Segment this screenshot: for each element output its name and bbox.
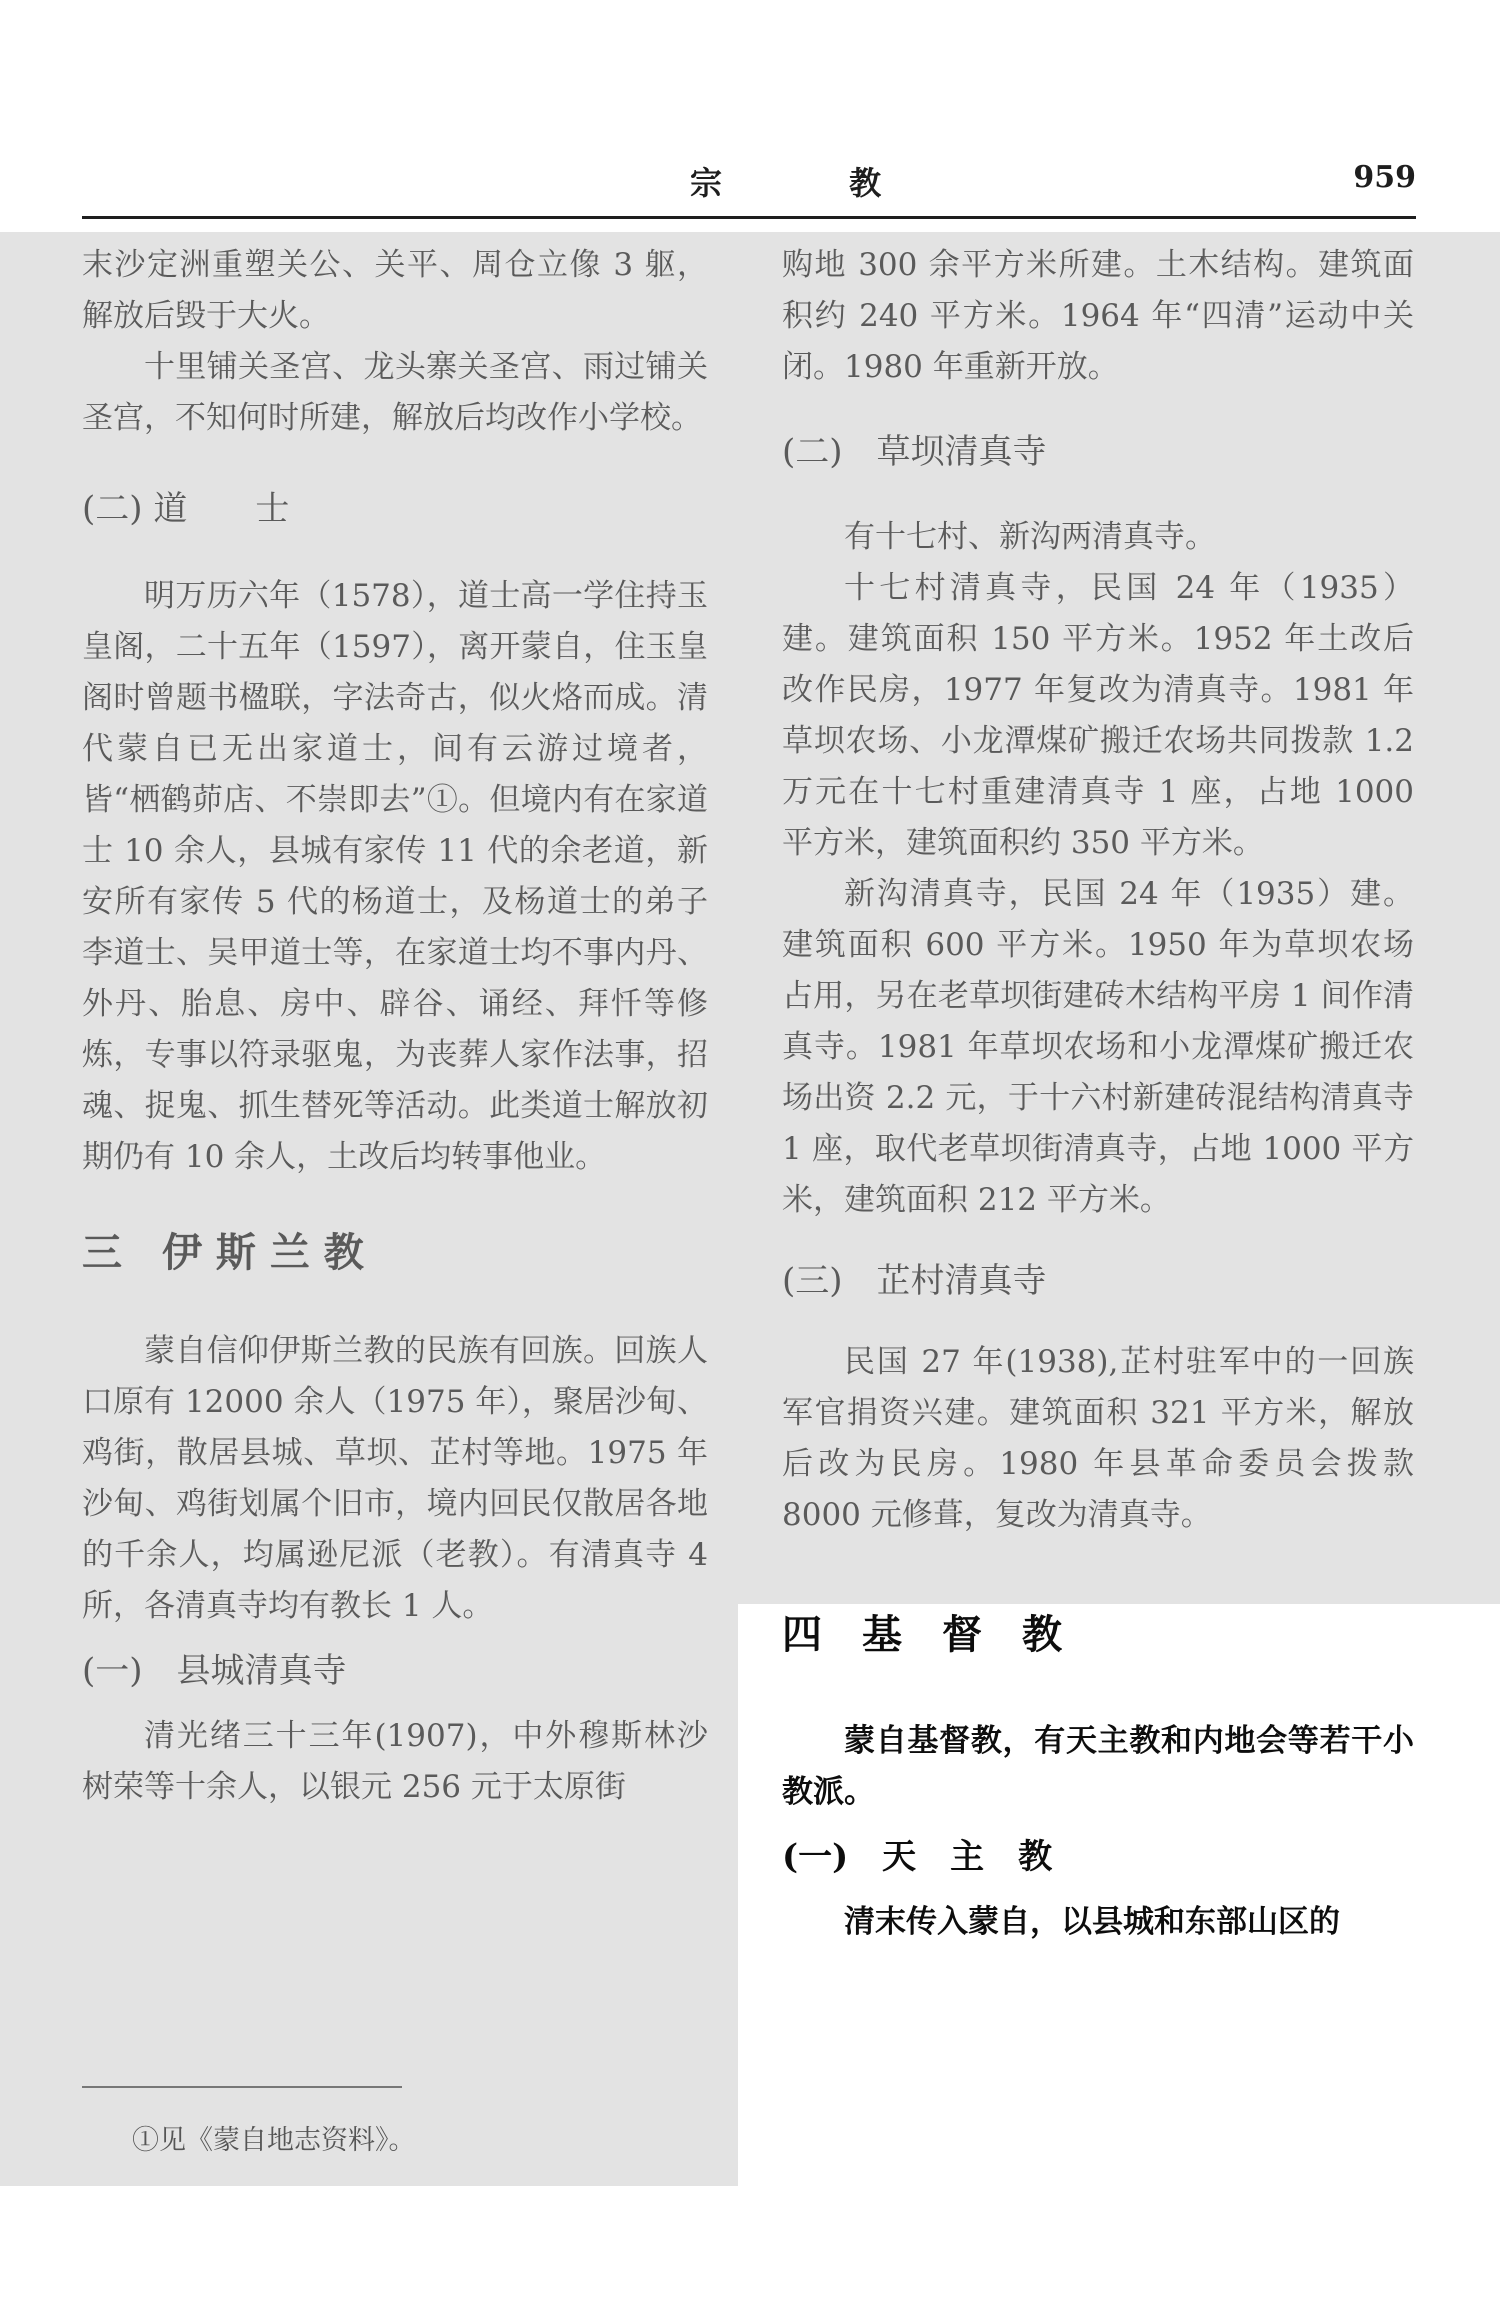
right-paragraph-1: 购地 300 余平方米所建。土木结构。建筑面积约 240 平方米。1964 年“四清”运动中关闭。1980 年重新开放。: [782, 247, 1414, 385]
running-header: [82, 158, 1416, 208]
left-paragraph-5: 清光绪三十三年(1907)，中外穆斯林沙树荣等十余人，以银元 256 元于太原街: [82, 1718, 708, 1805]
left-paragraph-3: 明万历六年（1578），道士高一学住持玉皇阁，二十五年（1597），离开蒙自，住玉皇阁时曾题书楹联，字法奇古，似火烙而成。清代蒙自已无出家道士，间有云游过境者，皆“栖鹤茆店、不崇即去”①。但境内有在家道士 10 余人，县城有家传 11 代的余老道，新安所有家传 5 代的杨道士，及杨道士的弟子李道士、吴甲道士等，在家道士均不事内丹、外丹、胎息、房中、辟谷、诵经、拜忏等修炼，专事以符录驱鬼，为丧葬人家作法事，招魂、捉鬼、抓生替死等活动。此类道士解放初期仍有 10 余人，土改后均转事他业。: [82, 578, 708, 1175]
section-heading-christianity: 四 基 督 教: [782, 1611, 1062, 1658]
header-title: 宗 教: [690, 164, 940, 202]
right-paragraph-3: 十七村清真寺，民国 24 年（1935）建。建筑面积 150 平方米。1952 年土改后改作民房，1977 年复改为清真寺。1981 年草坝农场、小龙潭煤矿搬迁农场共同拨款 1.2 万元在十七村重建清真寺 1 座，占地 1000 平方米，建筑面积约 350 平方米。: [782, 570, 1414, 861]
right-paragraph-6: 蒙自基督教，有天主教和内地会等若干小教派。: [782, 1723, 1414, 1810]
subheading-zhicun-mosque: (三) 芷村清真寺: [782, 1261, 1047, 1301]
left-paragraph-2: 十里铺关圣宫、龙头寨关圣宫、雨过铺关圣宫，不知何时所建，解放后均改作小学校。: [82, 349, 708, 436]
right-paragraph-4: 新沟清真寺，民国 24 年（1935）建。建筑面积 600 平方米。1950 年为草坝农场占用，另在老草坝街建砖木结构平房 1 间作清真寺。1981 年草坝农场和小龙潭煤矿搬迁农场出资 2.2 元，于十六村新建砖混结构清真寺 1 座，取代老草坝街清真寺，占地 1000 平方米，建筑面积 212 平方米。: [782, 876, 1414, 1218]
left-paragraph-4: 蒙自信仰伊斯兰教的民族有回族。回族人口原有 12000 余人（1975 年），聚居沙甸、鸡街，散居县城、草坝、芷村等地。1975 年沙甸、鸡街划属个旧市，境内回民仅散居各地的千余人，均属逊尼派（老教）。有清真寺 4 所，各清真寺均有教长 1 人。: [82, 1333, 708, 1624]
subheading-xiancheng-mosque: (一) 县城清真寺: [82, 1651, 347, 1691]
right-paragraph-7: 清末传入蒙自，以县城和东部山区的: [844, 1904, 1340, 1940]
left-column: [82, 240, 708, 1813]
footnote: ①见《蒙自地志资料》。: [132, 2125, 416, 2156]
left-paragraph-1: 末沙定洲重塑关公、关平、周仓立像 3 躯，解放后毁于大火。: [82, 247, 708, 334]
right-paragraph-2: 有十七村、新沟两清真寺。: [844, 519, 1216, 555]
page-number: 959: [1353, 160, 1416, 195]
right-paragraph-5: 民国 27 年(1938),芷村驻军中的一回族军官捐资兴建。建筑面积 321 平方米，解放后改为民房。1980 年县革命委员会拨款 8000 元修葺，复改为清真寺。: [782, 1344, 1414, 1533]
section-heading-islam: 三 伊 斯 兰 教: [82, 1229, 364, 1276]
subheading-caoba-mosque: (二) 草坝清真寺: [782, 432, 1047, 472]
right-column: [782, 240, 1414, 1948]
subheading-catholicism: (一) 天 主 教: [782, 1837, 1053, 1877]
subheading-daoshi: (二) 道 士: [82, 489, 290, 529]
footnote-rule: [82, 2086, 402, 2088]
header-rule: [82, 216, 1416, 219]
